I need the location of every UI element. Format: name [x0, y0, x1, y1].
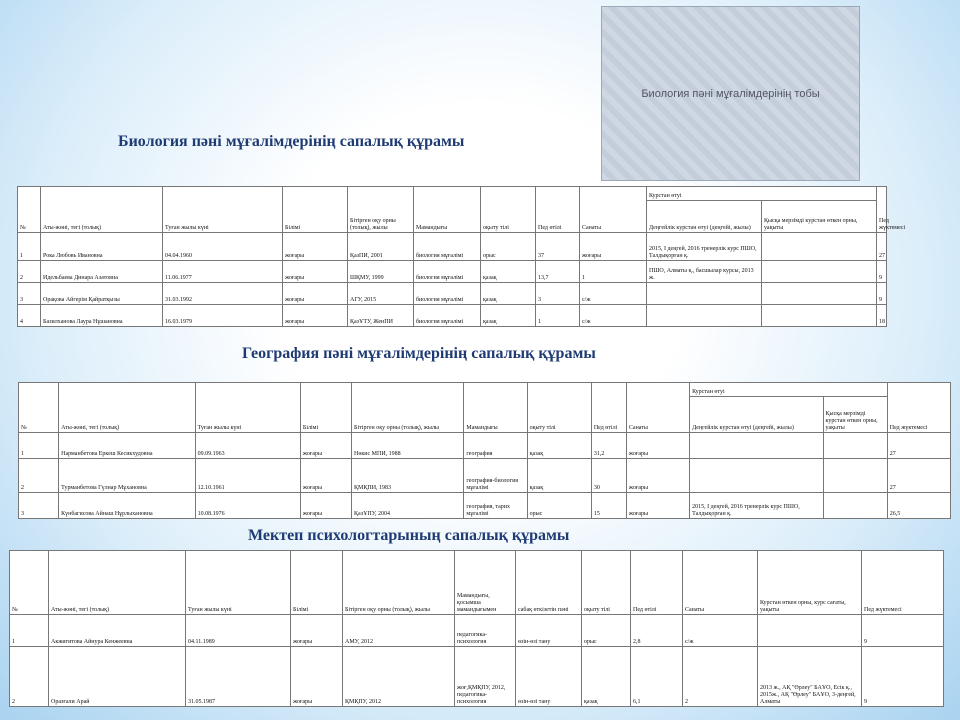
cell-name: Орақова Айгерім Қайратқызы: [41, 283, 163, 305]
table-row: [18, 261, 887, 283]
cell-load: 9: [862, 647, 944, 707]
header-language: оқыту тілі: [582, 551, 631, 615]
cell-birth: 04.04.1960: [163, 233, 283, 261]
cell-education: жоғары: [283, 283, 348, 305]
cell-education: жоғары: [283, 233, 348, 261]
cell-num: 3: [19, 493, 59, 519]
cell-num: 1: [10, 615, 49, 647]
cell-category: жоғары: [626, 459, 689, 493]
header-category: Санаты: [580, 187, 647, 233]
psychology-table: [9, 550, 944, 707]
header-courses-group: Курстан өтуі: [647, 187, 877, 201]
header-courses: Курстан өткен орны, курс сағаты, уақыты: [758, 551, 862, 615]
table-row: [18, 305, 887, 327]
cell-courses: 2013 ж., АҚ "Өрлеу" БАҰО, Есік қ., 2015ж., АҚ "Өрлеу" БАҰО, 3-деңгей, Алматы: [758, 647, 862, 707]
header-birth: Туған жылы күні: [163, 187, 283, 233]
teachers-group-photo: [601, 6, 860, 181]
cell-specialty: география-биология мұғалімі: [464, 459, 527, 493]
cell-education: жоғары: [300, 493, 351, 519]
header-birth: Туған жылы күні: [186, 551, 291, 615]
header-graduated: Бітірген оқу орны (толық), жылы: [348, 187, 414, 233]
header-education: Білімі: [291, 551, 343, 615]
header-load: Пед жүктемесі: [862, 551, 944, 615]
cell-experience: 1: [536, 305, 580, 327]
cell-category: с/ж: [580, 305, 647, 327]
cell-graduated: ШҚМУ, 1999: [348, 261, 414, 283]
cell-language: қазақ: [527, 433, 591, 459]
cell-category: жоғары: [626, 493, 689, 519]
cell-graduated: ҚазҰПУ, 2004: [352, 493, 464, 519]
cell-education: жоғары: [283, 305, 348, 327]
cell-num: 2: [18, 261, 41, 283]
header-experience: Пед өтілі: [591, 383, 626, 433]
cell-experience: 13,7: [536, 261, 580, 283]
table-header-row: [19, 383, 951, 397]
cell-num: 2: [10, 647, 49, 707]
cell-specialty: биология мұғалімі: [414, 261, 481, 283]
cell-experience: 30: [591, 459, 626, 493]
header-language: оқыту тілі: [481, 187, 536, 233]
header-load: Пед жүктемесі: [887, 383, 950, 433]
header-specialty: Мамандығы: [414, 187, 481, 233]
header-category: Санаты: [626, 383, 689, 433]
header-courses-group: Курстан өтуі: [690, 383, 888, 397]
cell-courses-level: [647, 283, 762, 305]
table-row: [10, 647, 944, 707]
header-experience: Пед өтілі: [631, 551, 683, 615]
header-load: Пед жүктемесі: [877, 187, 887, 233]
cell-specialty: география: [464, 433, 527, 459]
photo-caption: Биология пәні мұғалімдерінің тобы: [641, 87, 820, 100]
cell-load: 27: [887, 459, 950, 493]
cell-experience: 6,1: [631, 647, 683, 707]
cell-birth: 09.09.1963: [195, 433, 300, 459]
cell-load: 18: [877, 305, 887, 327]
cell-language: қазақ: [481, 261, 536, 283]
header-birth: Туған жылы күні: [195, 383, 300, 433]
cell-name: Акжигитова Айнура Кенжеевна: [49, 615, 186, 647]
cell-graduated: ҚазҰТУ, ЖенПИ: [348, 305, 414, 327]
cell-graduated: АГУ, 2015: [348, 283, 414, 305]
cell-language: қазақ: [481, 283, 536, 305]
cell-birth: 11.06.1977: [163, 261, 283, 283]
cell-courses-level: [647, 305, 762, 327]
cell-experience: 3: [536, 283, 580, 305]
cell-specialty: биология мұғалімі: [414, 283, 481, 305]
cell-category: 2: [683, 647, 758, 707]
table-header-row: [10, 551, 944, 615]
cell-birth: 31.05.1987: [186, 647, 291, 707]
cell-specialty: педагогика-психология: [455, 615, 516, 647]
cell-education: жоғары: [300, 433, 351, 459]
cell-language: орыс: [481, 233, 536, 261]
geography-table: [18, 382, 951, 519]
cell-courses: [758, 615, 862, 647]
cell-language: қазақ: [582, 647, 631, 707]
cell-birth: 12.10.1961: [195, 459, 300, 493]
cell-name: Нарманбетова Еркеш Кесикхудовна: [59, 433, 195, 459]
cell-courses-short: [823, 459, 887, 493]
cell-experience: 15: [591, 493, 626, 519]
table-row: [18, 233, 887, 261]
cell-education: жоғары: [283, 261, 348, 283]
header-num: №: [10, 551, 49, 615]
cell-specialty: география, тарих мұғалімі: [464, 493, 527, 519]
cell-education: жоғары: [291, 615, 343, 647]
cell-num: 1: [18, 233, 41, 261]
table-row: [19, 459, 951, 493]
cell-courses-short: [762, 305, 877, 327]
cell-courses-short: [762, 261, 877, 283]
header-courses-short: Қысқа мерзімді курстан өткен орны, уақыты: [823, 397, 887, 433]
header-name: Аты-жөні, тегі (толық): [59, 383, 195, 433]
cell-specialty: жоғ,ҚМҚПУ, 2012, педагогика-психология: [455, 647, 516, 707]
cell-category: жоғары: [580, 233, 647, 261]
header-subject: сабақ өткізетін пәні: [516, 551, 582, 615]
cell-load: 9: [877, 261, 887, 283]
cell-category: жоғары: [626, 433, 689, 459]
cell-experience: 31,2: [591, 433, 626, 459]
cell-language: қазақ: [527, 459, 591, 493]
cell-courses-level: [690, 433, 823, 459]
header-num: №: [19, 383, 59, 433]
cell-birth: 31.03.1992: [163, 283, 283, 305]
cell-language: қазақ: [481, 305, 536, 327]
cell-education: жоғары: [300, 459, 351, 493]
header-num: №: [18, 187, 41, 233]
biology-section-title: Биология пәні мұғалімдерінің сапалық құрамы: [118, 133, 465, 150]
header-education: Білімі: [283, 187, 348, 233]
header-specialty: Мамандығы, қосымша мамандығымен: [455, 551, 516, 615]
cell-graduated: ҚМҚПИ, 1983: [352, 459, 464, 493]
cell-load: 27: [887, 433, 950, 459]
cell-graduated: Нөкис МПИ, 1988: [352, 433, 464, 459]
cell-courses-short: [823, 493, 887, 519]
cell-load: 9: [862, 615, 944, 647]
cell-experience: 2,8: [631, 615, 683, 647]
header-courses-short: Қысқа мерзімді курстан өткен орны, уақыты: [762, 201, 877, 233]
cell-name: Рока Любовь Ивановна: [41, 233, 163, 261]
cell-experience: 37: [536, 233, 580, 261]
cell-graduated: ҚМҚПУ, 2012: [343, 647, 455, 707]
header-category: Санаты: [683, 551, 758, 615]
cell-education: жоғары: [291, 647, 343, 707]
cell-courses-level: ПШО, Алматы қ., басшылар курсы, 2013 ж.: [647, 261, 762, 283]
header-courses-level: Деңгейлік курстан өтуі (деңгейі, жылы): [647, 201, 762, 233]
table-row: [19, 493, 951, 519]
header-name: Аты-жөні, тегі (толық): [49, 551, 186, 615]
cell-courses-short: [762, 233, 877, 261]
table-row: [10, 615, 944, 647]
cell-language: орыс: [527, 493, 591, 519]
cell-num: 1: [19, 433, 59, 459]
cell-specialty: биология мұғалімі: [414, 305, 481, 327]
header-graduated: Бітірген оқу орны (толық), жылы: [343, 551, 455, 615]
table-row: [18, 283, 887, 305]
cell-load: 26,5: [887, 493, 950, 519]
cell-name: Идельбаева Динара Азатовна: [41, 261, 163, 283]
cell-courses-short: [762, 283, 877, 305]
cell-graduated: ҚазПИ, 2001: [348, 233, 414, 261]
header-experience: Пед өтілі: [536, 187, 580, 233]
cell-courses-level: [690, 459, 823, 493]
cell-birth: 10.08.1976: [195, 493, 300, 519]
header-graduated: Бітірген оқу орны (толық), жылы: [352, 383, 464, 433]
header-courses-level: Деңгейлік курстан өтуі (деңгейі, жылы): [690, 397, 823, 433]
geography-section-title: География пәні мұғалімдерінің сапалық құрамы: [242, 345, 596, 362]
cell-courses-level: 2015, I деңгей, 2016 тренерлік курс ПШО, Талдықорған қ.: [690, 493, 823, 519]
cell-num: 4: [18, 305, 41, 327]
cell-category: 1: [580, 261, 647, 283]
cell-subject: өзін-өзі тану: [516, 615, 582, 647]
cell-name: Турманбетова Гүлнар Мұхановна: [59, 459, 195, 493]
biology-table: [17, 186, 906, 327]
cell-birth: 16.03.1979: [163, 305, 283, 327]
cell-category: с/ж: [683, 615, 758, 647]
table-row: [19, 433, 951, 459]
header-specialty: Мамандығы: [464, 383, 527, 433]
header-name: Аты-жөні, тегі (толық): [41, 187, 163, 233]
cell-courses-level: 2015, I деңгей, 2016 тренерлік курс ПШО, Талдықорған қ.: [647, 233, 762, 261]
cell-num: 3: [18, 283, 41, 305]
psychology-section-title: Мектеп психологтарының сапалық құрамы: [248, 527, 570, 544]
cell-courses-short: [823, 433, 887, 459]
cell-specialty: биология мұғалімі: [414, 233, 481, 261]
cell-name: Оразғали Арай: [49, 647, 186, 707]
cell-birth: 04.11.1989: [186, 615, 291, 647]
cell-load: 9: [877, 283, 887, 305]
cell-language: орыс: [582, 615, 631, 647]
cell-category: с/ж: [580, 283, 647, 305]
cell-name: Базилханова Лаура Нұшановна: [41, 305, 163, 327]
cell-name: Күнбагисова Айнаш Нұрлыхановна: [59, 493, 195, 519]
cell-graduated: АМУ, 2012: [343, 615, 455, 647]
cell-subject: өзін-өзі тану: [516, 647, 582, 707]
header-language: оқыту тілі: [527, 383, 591, 433]
header-education: Білімі: [300, 383, 351, 433]
cell-load: 27: [877, 233, 887, 261]
table-header-row: [18, 187, 887, 201]
cell-num: 2: [19, 459, 59, 493]
